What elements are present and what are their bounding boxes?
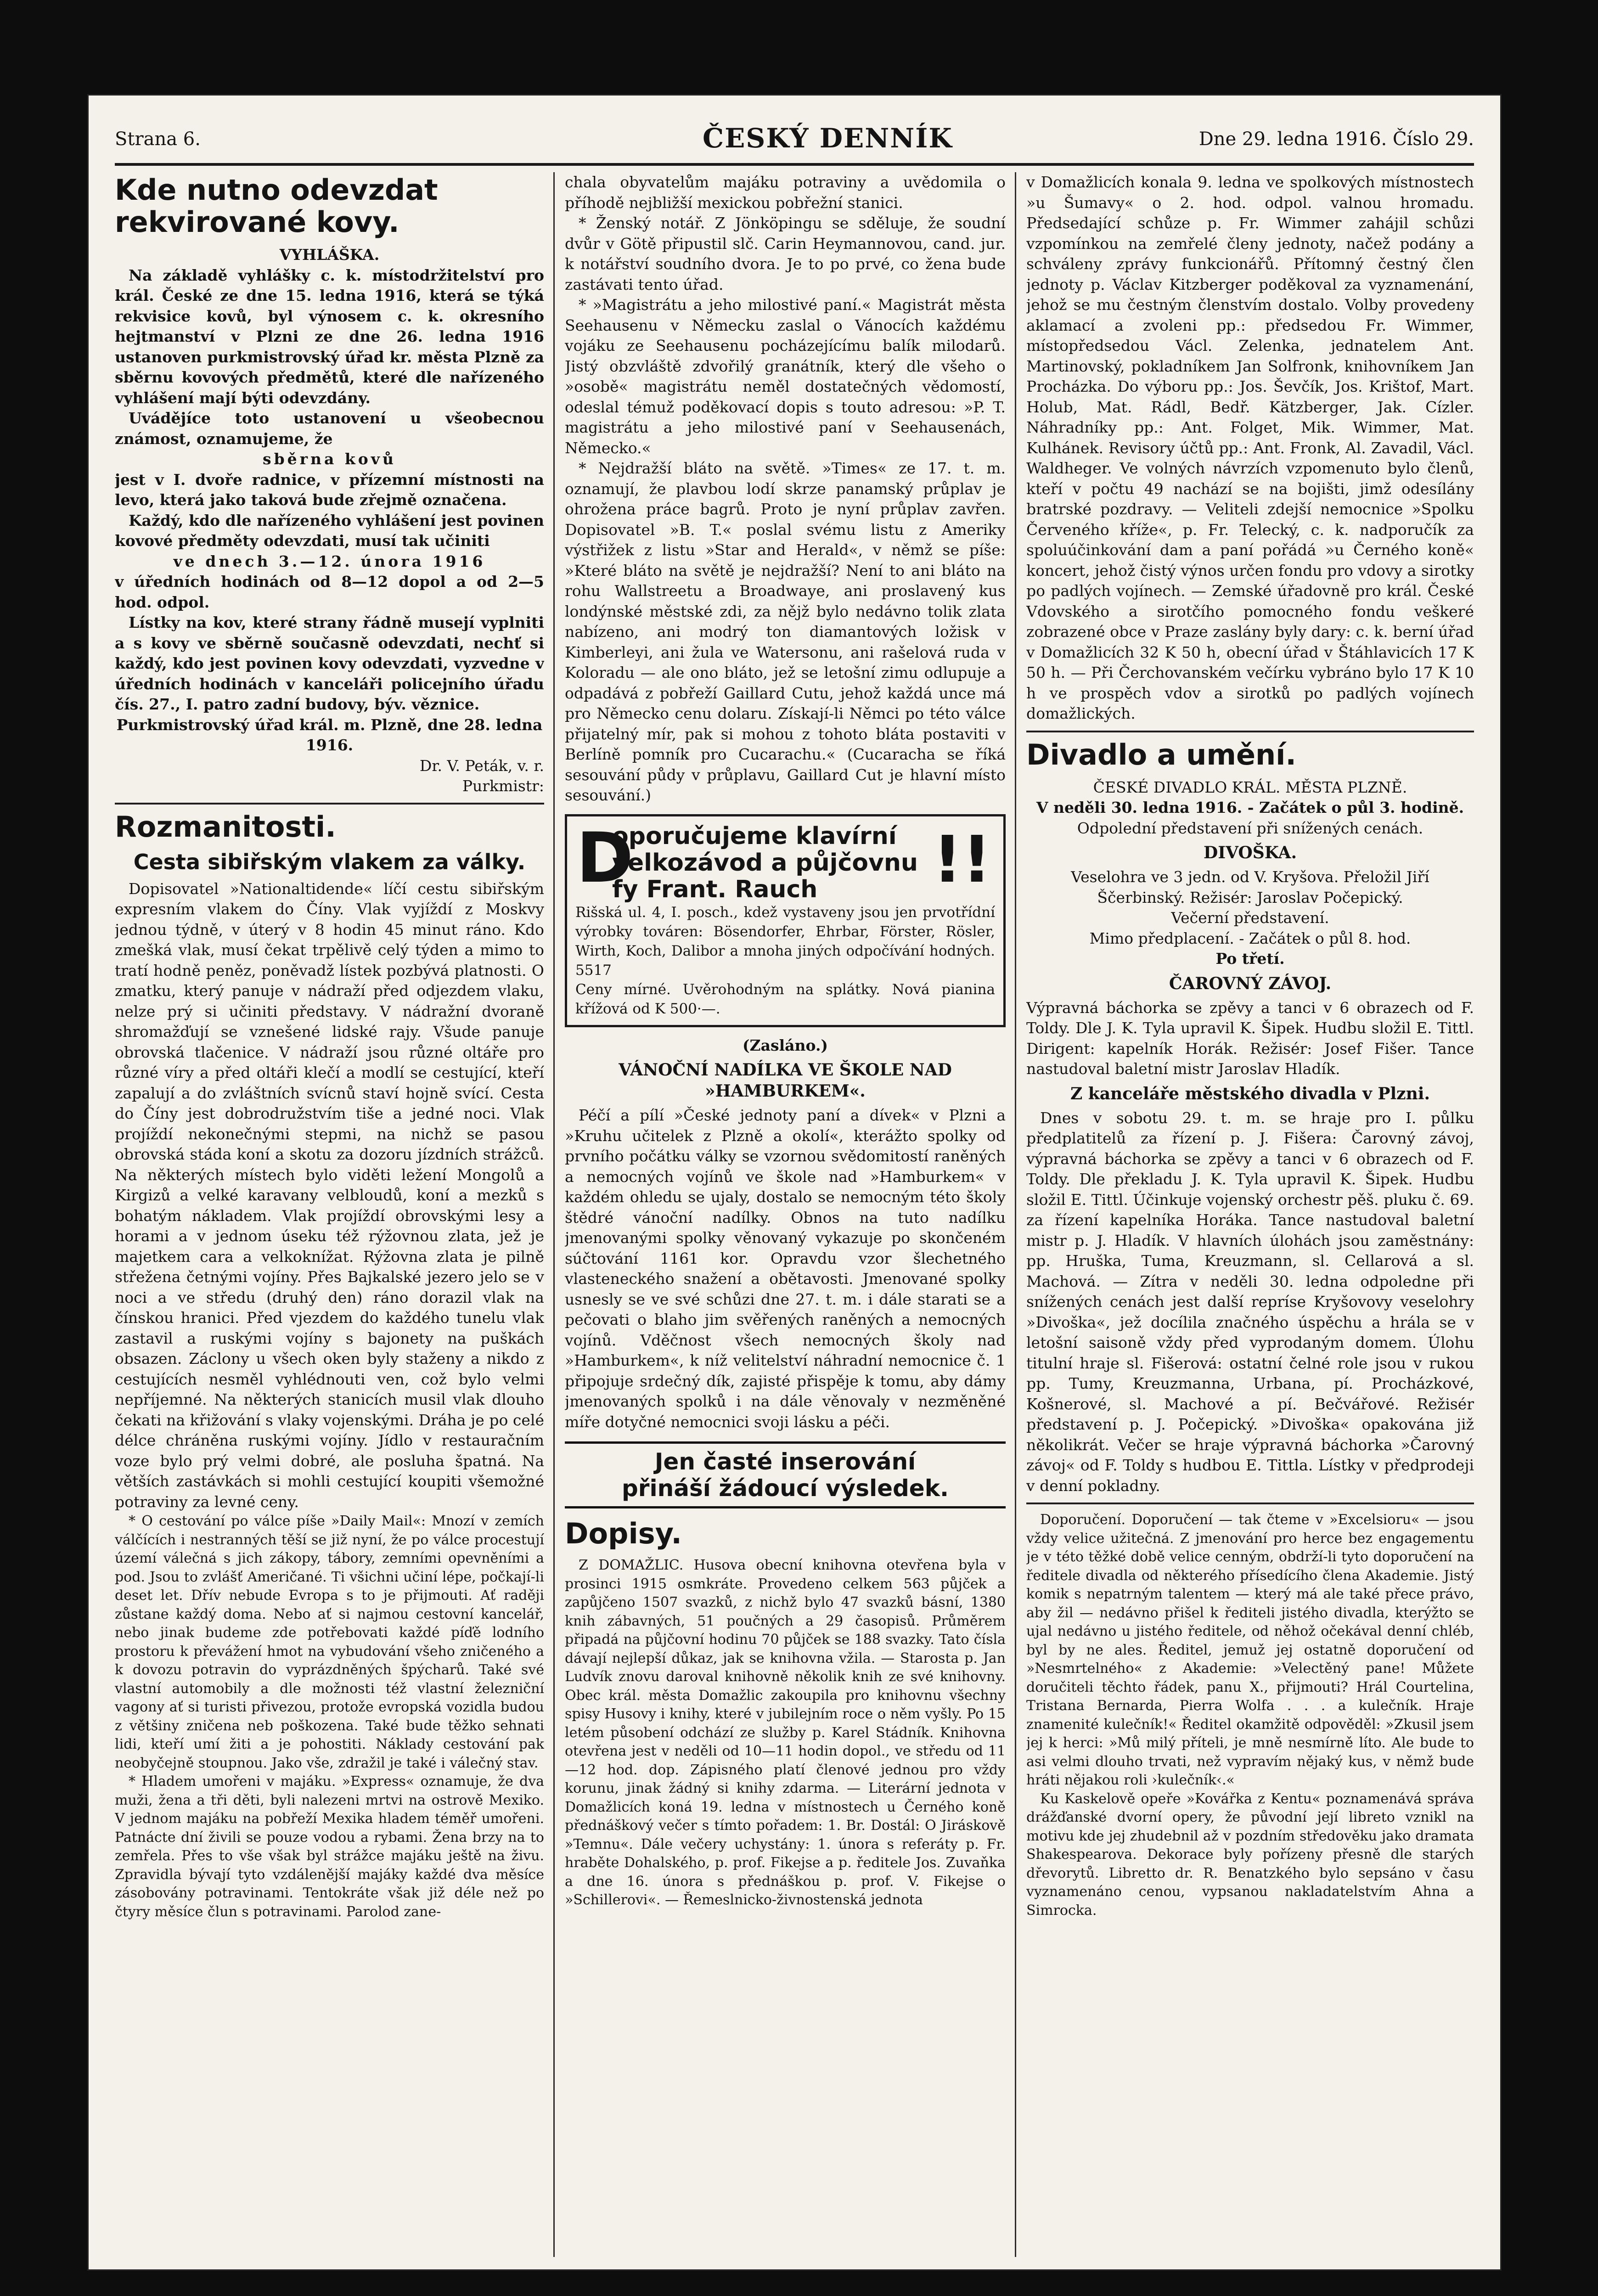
section-title-divadlo: Divadlo a umění. xyxy=(1026,737,1296,771)
section-title-dopisy: Dopisy. xyxy=(565,1517,682,1550)
ad-headline: oporučujeme klavírní velkozávod a půjčovnu fy Frant. Rauch xyxy=(612,822,918,903)
signature-name: Dr. V. Peták, v. r. xyxy=(419,756,544,775)
paragraph: Dopisovatel »Nationaltidende« líčí cestu sibiřským expresním vlakem do Číny. Vlak vyjíždí z Moskvy jednou týdně, v úterý v 8 hodin 45 minut ráno. Kdo zmešká vlak, musí čekat trpělivě celý týden a mimo to tratí hodně peněz, poněvadž lístek pozbývá platnosti. O zmatku, který panuje v nádraží před odjezdem vlaku, nelze prý si učiniti představy. V nádražní dvoraně shromažďují se vznešené lidské rajy. Všude panuje obrovská tlačenice. V nádraží jsou různé oltáře pro různé víry a před oltáři klečí a modlí se cestující, kteří zapalují a do zvláštních svícnů staví hojně svící. Cesta do Číny jest dobrodružstvím tiše a jedné noci. Vlak projíždí nekonečnými stepmi, na nichž se pasou obrovská stáda koní a skotu za dozoru jízdních strážců. Na některých místech bylo viděti ležení Mongolů a Kirgizů a velké karavany velbloudů, koní a mezků s bohatým nákladem. Vlak projíždí obrovskými lesy a horami a v jednom úseku též rýžovnou zlata, jež je majetkem cara a velkoknížat. Rýžovna zlata je pilně střežena četnými vojíny. Přes Bajkalské jezero jelo se v noci a ve středu (druhý den) ráno dorazil vlak na čínskou hranici. Před vjezdem do každého tunelu vlak zastavil a ruskými vojíny s bajonety na puškách obsazen. Záclony u všech oken byly staženy a nikdo z cestujících nesměl vyhlédnouti ven, což bylo velmi nepříjemné. Na některých stanicích musil vlak dlouho čekati na křižování s vlaky vojenskými. Dráha je po celé délce chráněna ruskými vojíny. Jídlo v restauračním voze bylo prý velmi dobré, ale posluha špatná. Na větších zastávkách si mohli cestující koupiti všemožné potraviny za levné ceny. xyxy=(115,879,544,1511)
paragraph: Uvádějíce toto ustanovení u všeobecnou známost, oznamujeme, že xyxy=(115,409,544,448)
paragraph: Výpravná báchorka se zpěvy a tanci v 6 obrazech od F. Toldy. Dle J. K. Tyla upravil K. Šipek. Hudbu složil E. Tittl. Dirigent: kapelník Horák. Režisér: Josef Fišer. Tance nastudoval baletní mistr Jaroslav Hladík. xyxy=(1026,998,1474,1078)
paragraph: * Nejdražší bláto na světě. »Times« ze 17. t. m. oznamují, že plavbou lodí skrze panamský průplav je ohrožena práce bagrů. Proto je nyní průplav zavřen. Dopisovatel »B. T.« poslal svému listu z Ameriky výstřižek z listu »Star and Herald«, v němž se píše: »Které bláto na světě je nejdražší? Není to ani bláto na rohu Wallstreetu a Broadwaye, ani proslavený kus londýnské městské zdi, za nějž bylo nedávno tolik zlata nabízeno, ani modrý ton diamantových ložisk v Kimberleyi, ani žula ve Watersonu, ani rašelová ruda v Koloradu — ale ono bláto, jež se letošní zimu odlupuje a odpadává z pobřeží Gaillard Cutu, jehož každá unce má pro Německo cenu dolaru. Získají-li Němci po této válce přijatelný mír, pak si mohou z tohoto bláta postaviti v Berlíně pomník pro Cucarachu.« (Cucaracha se říká sesouvání půdy v průplavu, Gaillard Cut je hlavní místo sesouvání.) xyxy=(565,459,1006,804)
banner-line-1: Jen časté inserování xyxy=(654,1448,916,1475)
column-1 xyxy=(115,172,544,2257)
column-divider xyxy=(1015,172,1016,2257)
ad-address: Rišská ul. 4, I. posch., kdež vystaveny jsou jen prvotřídní výrobky továren: Bösendorfer, Ehrbar, Förster, Rösler, Wirth, Koch, Dalibor a mnoha jiných odpočívání hodných. 5517 xyxy=(575,904,995,979)
play-title-zavoj: ČAROVNÝ ZÁVOJ. xyxy=(1169,974,1332,993)
divider xyxy=(115,803,544,805)
paragraph: Ku Kaskelově opeře »Kovářka z Kentu« poznamenává správa drážďanské dvorní opery, že původní její libreto vznikl na motivu kde jej zhudebnil až v pozdním středověku jako dramata Shakespearova. Dekorace byly pořízeny přesně dle starých dřevorytů. Libretto dr. R. Benatzkého bylo sepsáno v času vyznamenáno cenou, vypsanou nakladatelstvím Ahna a Simrocka. xyxy=(1026,1790,1474,1919)
theatre-line: Po třetí. xyxy=(1215,950,1285,968)
banner-line-2: přináší žádoucí výsledek. xyxy=(622,1475,949,1502)
ad-prices: Ceny mírné. Uvěrohodným na splátky. Nová pianina křížová od K 500·—. xyxy=(575,981,995,1017)
masthead-title: ČESKÝ DENNÍK xyxy=(703,123,953,154)
theatre-line: Odpolední představení při snížených cenách. xyxy=(1077,819,1424,837)
column-3 xyxy=(1026,172,1474,2257)
label-zaslano: (Zasláno.) xyxy=(742,1036,828,1054)
paragraph: ve dnech 3.—12. února 1916 xyxy=(173,552,486,570)
play-title-divoska: DIVOŠKA. xyxy=(1203,843,1297,862)
paragraph: * Ženský notář. Z Jönköpingu se sděluje, že soudní dvůr v Götě připustil slč. Carin Heymannovou, cand. jur. k notářství soudního dvora. Je to po prvé, co žena bude zastávati tento úřad. xyxy=(565,214,1006,293)
article-title-vanoce: VÁNOČNÍ NADÍLKA VE ŠKOLE NAD »HAMBURKEM«. xyxy=(619,1060,952,1101)
paragraph: sběrna kovů xyxy=(263,450,396,468)
paragraph: Dnes v sobotu 29. t. m. se hraje pro I. půlku předplatitelů za řízení p. J. Fišera: Čarovný závoj, výpravná báchorka se zpěvy a tanci v 6 obrazech od F. Toldy. Dle překladu J. K. Tyla upravil K. Šipek. Hudbu složil E. Tittl. Účinkuje vojenský orchestr pěš. pluku č. 69. za řízení kapelníka Horáka. Tance nastudoval baletní mistr p. J. Hladík. V hlavních úlohách jsou zaměstnány: pp. Hruška, Tuma, Kreuzmann, sl. Cellarová a sl. Machová. — Zítra v neděli 30. ledna odpoledne při snížených cenách jest další repríse Kryšovovy veselohry »Divoška«, jež docílila značného úspěchu a hrála se v letošní saisoně vždy před vyprodaným domem. Úlohu titulní hraje sl. Fišerová: ostatní čelné role jsou v rukou pp. Tumy, Kreuzmanna, Urbana, pí. Procházkové, Košnerové, sl. Machové a pí. Bečvářové. Režisér představení p. J. Počepický. »Divoška« opakována již několikrát. Večer se hraje výpravná báchorka »Čarovný závoj« od F. Toldy s hudbou E. Tittla. Lístky v předprodeji v denní pokladny. xyxy=(1026,1109,1474,1495)
divider xyxy=(1026,731,1474,732)
theatre-line: V neděli 30. ledna 1916. - Začátek o půl 3. hodině. xyxy=(1036,799,1464,816)
newspaper-page xyxy=(87,94,1502,2271)
paragraph: Každý, kdo dle nařízeného vyhlášení jest povinen kovové předměty odevzdati, musí tak učiniti xyxy=(115,511,544,550)
banner-inserovani xyxy=(565,1441,1006,1508)
paragraph: * »Magistrátu a jeho milostivé paní.« Magistrát města Seehausenu v Německu zaslal o Vánocích každému vojáku ze Seehausenu pocházejícímu balík milodarů. Jistý obzvláště zdvořilý granátník, který dle všeho o »osobě« magistrátu neměl dostatečných vědomostí, odeslal témuž poděkovací dopis s touto adresou: »P. T. magistrátu a jeho milostivé paní v Seehausenách, Německo.« xyxy=(565,296,1006,457)
theatre-line: Veselohra ve 3 jedn. od V. Kryšova. Přeložil Jiří Ščerbinský. Režisér: Jaroslav Počepický. xyxy=(1071,868,1429,906)
paragraph: Doporučení. Doporučení — tak čteme v »Excelsioru« — jsou vždy velice užitečná. Z jmenování pro herce bez engagementu je v této těžké době velice cenným, obdrží-li tyto doporučení na ředitele divadla od některého přísedícího člena Akademie. Jistý komik s nepatrným talentem — který má ale také přece právo, aby žil — nedávno přišel k řediteli jistého divadla, kterýžto se ujal nedávno u jistého ředitele, od něhož očekával denní chléb, byl by ne ales. Ředitel, jemuž jej ostatně doporučení od »Nesmrtelného« z Akademie: »Velectěný pane! Můžete doručiteli těchto řádek, panu X., přijmouti? Hrál Courtelina, Tristana Bernarda, Pierra Wolfa . . . a kulečník. Hraje znamenité kulečník!« Ředitel okamžitě odpověděl: »Zkusil jsem jej k herci: »Mů milý příteli, je mně nesmírně líto. Ale bude to asi velmi dlouho trvati, než vypravím nějaký kus, v němž bude hráti nějakou roli ›kulečník‹.« xyxy=(1026,1512,1474,1788)
article-title-kovy: Kde nutno odevzdat rekvirované kovy. xyxy=(115,173,438,239)
issue-date: Dne 29. ledna 1916. Číslo 29. xyxy=(1198,129,1474,150)
paragraph: Purkmistrovský úřad král. m. Plzně, dne 28. ledna 1916. xyxy=(116,715,543,754)
article-title-sibir: Cesta sibiřským vlakem za války. xyxy=(133,849,526,874)
theatre-line: Mimo předplacení. - Začátek o půl 8. hod. xyxy=(1089,929,1411,947)
page-number: Strana 6. xyxy=(115,129,201,150)
theatre-line: Večerní představení. xyxy=(1171,909,1329,927)
ad-exclamation: !! xyxy=(933,822,991,897)
paragraph: Lístky na kov, které strany řádně musejí vyplniti a s kovy ve sběrně současně odevzdati, nechť si každý, kdo jest povinen kovy odevzdati, vyzvedne v úředních hodinách v kanceláři policejního úřadu čís. 27., I. patro zadní budovy, býv. věznice. xyxy=(115,613,544,713)
subtitle-vyhlaska: VYHLÁŠKA. xyxy=(279,246,380,264)
signature-title: Purkmistr: xyxy=(462,777,544,795)
column-divider xyxy=(553,172,555,2257)
paragraph: v Domažlicích konala 9. ledna ve spolkových místnostech »u Šumavy« o 2. hod. odpol. valnou hromadu. Předsedající schůze p. Fr. Wimmer zahájil schůzi vzpomínkou na zemřelé členy jednoty, načež podány a schváleny zprávy funkcionářů. Přítomný čestný člen jednoty p. Václav Kitzberger poděkoval za vyznamenání, jehož se mu čestným členstvím dostalo. Volby provedeny aklamací a zvoleni pp.: předsedou Fr. Wimmer, místopředsedou Václ. Zelenka, jednatelem Ant. Martinovský, pokladníkem Jan Solfronk, knihovníkem Jan Procházka. Do výboru pp.: Jos. Ševčík, Jos. Krištof, Mart. Holub, Mat. Rádl, Bedř. Kätzberger, Jak. Cízler. Náhradníky pp.: Ant. Folget, Mik. Wimmer, Mat. Kulhánek. Revisory účtů pp.: Ant. Fronk, Al. Zavadil, Václ. Waldheger. Ve volných návrzích vzpomenuto bylo členů, kteří v počtu 49 nachází se na bojišti, jimž odesílány bratrské pozdravy. — Veliteli zdejší nemocnice »Spolku Červeného kříže«, p. Fr. Telecký, c. k. nadporučík za spoluúčinkování dam a paní pořádá »u Černého koně« koncert, jehož čistý výnos určen fondu pro vdovy a sirotky po padlých vojínech. — Zemské úřadovně pro král. České Vdovského a sirotčího pomocného fondu veškeré zobrazené obce v Praze zaslány byly dary: c. k. berní úřad v Domažlicích 32 K 50 h, obecní úřad v Štáhlavicích 17 K 50 h. — Při Čerchovanském večírku vybráno bylo 17 K 10 h ve prospěch vdov a sirotků po padlých vojínech domažlických. xyxy=(1026,173,1474,722)
paragraph: * Hladem umořeni v majáku. »Express« oznamuje, že dva muži, žena a tři děti, byli nalezeni mrtvi na ostrově Mexiko. V jednom majáku na pobřeží Mexika hladem téměř umořeni. Patnácte dní živili se pouze vodou a rybami. Žena brzy na to zemřela. Přes to vše však byl strážce majáku ještě na živu. Zpravidla bývají tyto vzdálenější majáky každé dva měsíce zásobovány potravinami. Tentokráte však již déle než po čtyry měsíce člun s potravinami. Parolod zane- xyxy=(115,1773,544,1920)
paragraph: * O cestování po válce píše »Daily Mail«: Mnozí v zemích válčících i nestranných těší se již nyní, že po válce procestují území válečná s jich zákopy, tábory, zemními opevněními a pod. Jsou to zvlášť Američané. Ti všichni učiní lépe, počkají-li deset let. Dřív nebude Evropa s to je přijmouti. Ať raději zůstane každý doma. Nebo ať si najmou cestovní kancelář, nebo jinak budeme zde potřebovati každé píďě lodního prostoru k převážení hmot na vybudování všeho zničeného a k dovozu potravin do vyprázdněných špýcharů. Také své vlastní automobily a dle možnosti též vlastní železniční vagony ať si turisti přivezou, protože evropská vozidla budou z většiny zničena neb poškozena. Také bude těžko sehnati lidi, kteří umí žiti a je pohostiti. Náklady cestování pak neobyčejně stoupnou. Jako vše, zdražil je také i válečný stav. xyxy=(115,1513,544,1771)
paragraph: jest v I. dvoře radnice, v přízemní místnosti na levo, která jako taková bude zřejmě označena. xyxy=(115,470,544,509)
column-2 xyxy=(565,172,1006,2257)
advertisement-rauch xyxy=(565,814,1006,1027)
paragraph: Z DOMAŽLIC. Husova obecní knihovna otevřena byla v prosinci 1915 osmkráte. Provedeno celkem 563 půjček a zapůjčeno 1507 svazků, z nichž bylo 47 svazků básní, 1380 knih zábavných, 51 poučných a 29 časopisů. Průměrem připadá na půjčovní hodinu 70 půjček se 188 svazky. Tato čísla dávají nejlepší důkaz, jak se knihovna vžila. — Starosta p. Jan Ludvík znovu daroval knihovně několik knih ze své knihovny. Obec král. města Domažlic zakoupila pro knihovnu všechny spisy Husovy i knihy, které v jubilejním roce o něm vyšly. Po 15 letém působení odchází ze služby p. Karel Stádník. Knihovna otevřena jest v neděli od 10—11 hodin dopol., ve středu od 11—12 hod. dop. Zápisného platí členové jednou pro vždy korunu, jinak žádný si knihy zdarma. — Literární jednota v Domažlicích koná 19. ledna v místnostech u Černého koně přednáškový večer s tímto pořadem: 1. Br. Dostál: O Jiráskově »Temnu«. Dále večery uchystány: 1. února s referáty p. Fr. hraběte Dohalského, p. prof. Fikejse a p. ředitele Jos. Zuvaňka a dne 16. února s přednáškou p. prof. V. Fikejse o »Schillerovi«. — Řemeslnicko-živnostenská jednota xyxy=(565,1557,1006,1908)
paragraph: Na základě vyhlášky c. k. místodržitelství pro král. České ze dne 15. ledna 1916, která se týká rekvisice kovů, byl výnosem c. k. okresního hejtmanství v Plzni ze dne 26. ledna 1916 ustanoven purkmistrovský úřad kr. města Plzně za sběrnu kovových předmětů, které dle nařízeného vyhlášení mají býti odevzdány. xyxy=(115,266,544,407)
article-title-kancelar: Z kanceláře městského divadla v Plzni. xyxy=(1070,1084,1430,1103)
section-title-rozmanitosti: Rozmanitosti. xyxy=(115,810,336,844)
ad-initial: D xyxy=(576,818,634,898)
paragraph: chala obyvatelům majáku potraviny a uvědomila o příhodě nejbližší mexickou pobřežní stanici. xyxy=(565,173,1006,212)
theatre-name: ČESKÉ DIVADLO KRÁL. MĚSTA PLZNĚ. xyxy=(1093,778,1407,796)
divider xyxy=(1026,1503,1474,1504)
page-header xyxy=(115,113,1474,166)
paragraph: Péčí a pílí »České jednoty paní a dívek« v Plzni a »Kruhu učitelek z Plzně a okolí«, kterážto spolky od prvního počátku války se vzornou svědomitostí raněných a nemocných vojínů ve škole nad »Hamburkem« v každém ohledu se ujaly, dostalo se nemocným této školy štědré vánoční nadílky. Obnos na tuto nadílku jmenovanými spolky věnovaný vykazuje po skončeném súčtování 1161 kor. Opravdu vzor šlechetného vlasteneckého snažení a obětavosti. Jmenované spolky usnesly se ve své schůzi dne 27. t. m. i dále starati se a pečovati o blaho jim svěřených raněných a nemocných vojínů. Vděčnost všech nemocných školy nad »Hamburkem«, k níž velitelství náhradní nemocnice č. 1 připojuje srdečný dík, zajisté přispěje k tomu, aby dámy jmenovaných spolků i na dále věnovaly v nezměněné míře dotyčné nemocnici svoji lásku a péči. xyxy=(565,1106,1006,1431)
paragraph: v úředních hodinách od 8—12 dopol a od 2—5 hod. odpol. xyxy=(115,573,544,611)
